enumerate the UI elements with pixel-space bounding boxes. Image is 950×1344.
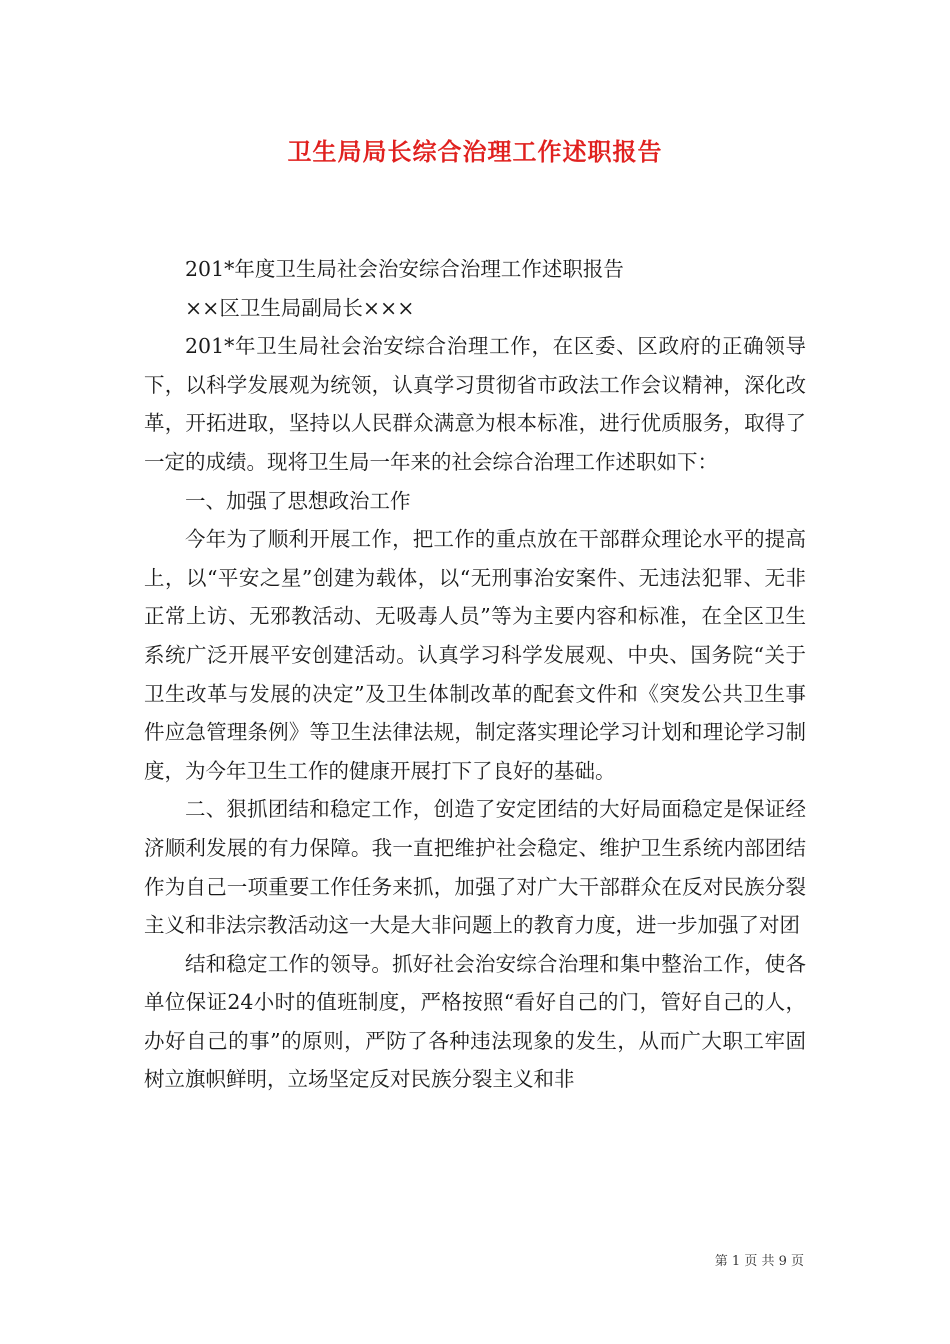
continuation-paragraph: 结和稳定工作的领导。抓好社会治安综合治理和集中整治工作，使各单位保证24小时的值班制度，严格按照“看好自己的门，管好自己的人，办好自己的事”的原则，严防了各种违法现象的发生，从而广大职工牢固树立旗帜鲜明，立场坚定反对民族分裂主义和非: [144, 951, 806, 1092]
section-2-paragraph: 二、狠抓团结和稳定工作，创造了安定团结的大好局面稳定是保证经济顺利发展的有力保障。我一直把维护社会稳定、维护卫生系统内部团结作为自己一项重要工作任务来抓，加强了对广大干部群众在反对民族分裂主义和非法宗教活动这一大是大非问题上的教育力度，进一步加强了对团: [144, 797, 806, 938]
page-number: 第 1 页 共 9 页: [714, 1254, 804, 1269]
report-subtitle: 201*年度卫生局社会治安综合治理工作述职报告: [185, 257, 624, 281]
section-heading-1: 一、加强了思想政治工作: [185, 488, 411, 513]
section-1-paragraph: 今年为了顺利开展工作，把工作的重点放在干部群众理论水平的提高上，以“平安之星”创建为载体，以“无刑事治安案件、无违法犯罪、无非正常上访、无邪教活动、无吸毒人员”等为主要内容和标准，在全区卫生系统广泛开展平安创建活动。认真学习科学发展观、中央、国务院“关于卫生改革与发展的决定”及卫生体制改革的配套文件和《突发公共卫生事件应急管理条例》等卫生法律法规，制定落实理论学习计划和理论学习制度，为今年卫生工作的健康开展打下了良好的基础。: [144, 527, 806, 783]
report-author: ××区卫生局副局长×××: [185, 295, 415, 320]
document-title: 卫生局局长综合治理工作述职报告: [287, 137, 663, 166]
intro-paragraph: 201*年卫生局社会治安综合治理工作，在区委、区政府的正确领导下，以科学发展观为统领，认真学习贯彻省市政法工作会议精神，深化改革，开拓进取，坚持以人民群众满意为根本标准，进行优质服务，取得了一定的成绩。现将卫生局一年来的社会综合治理工作述职如下：: [144, 334, 806, 474]
document-body: [144, 250, 806, 1099]
